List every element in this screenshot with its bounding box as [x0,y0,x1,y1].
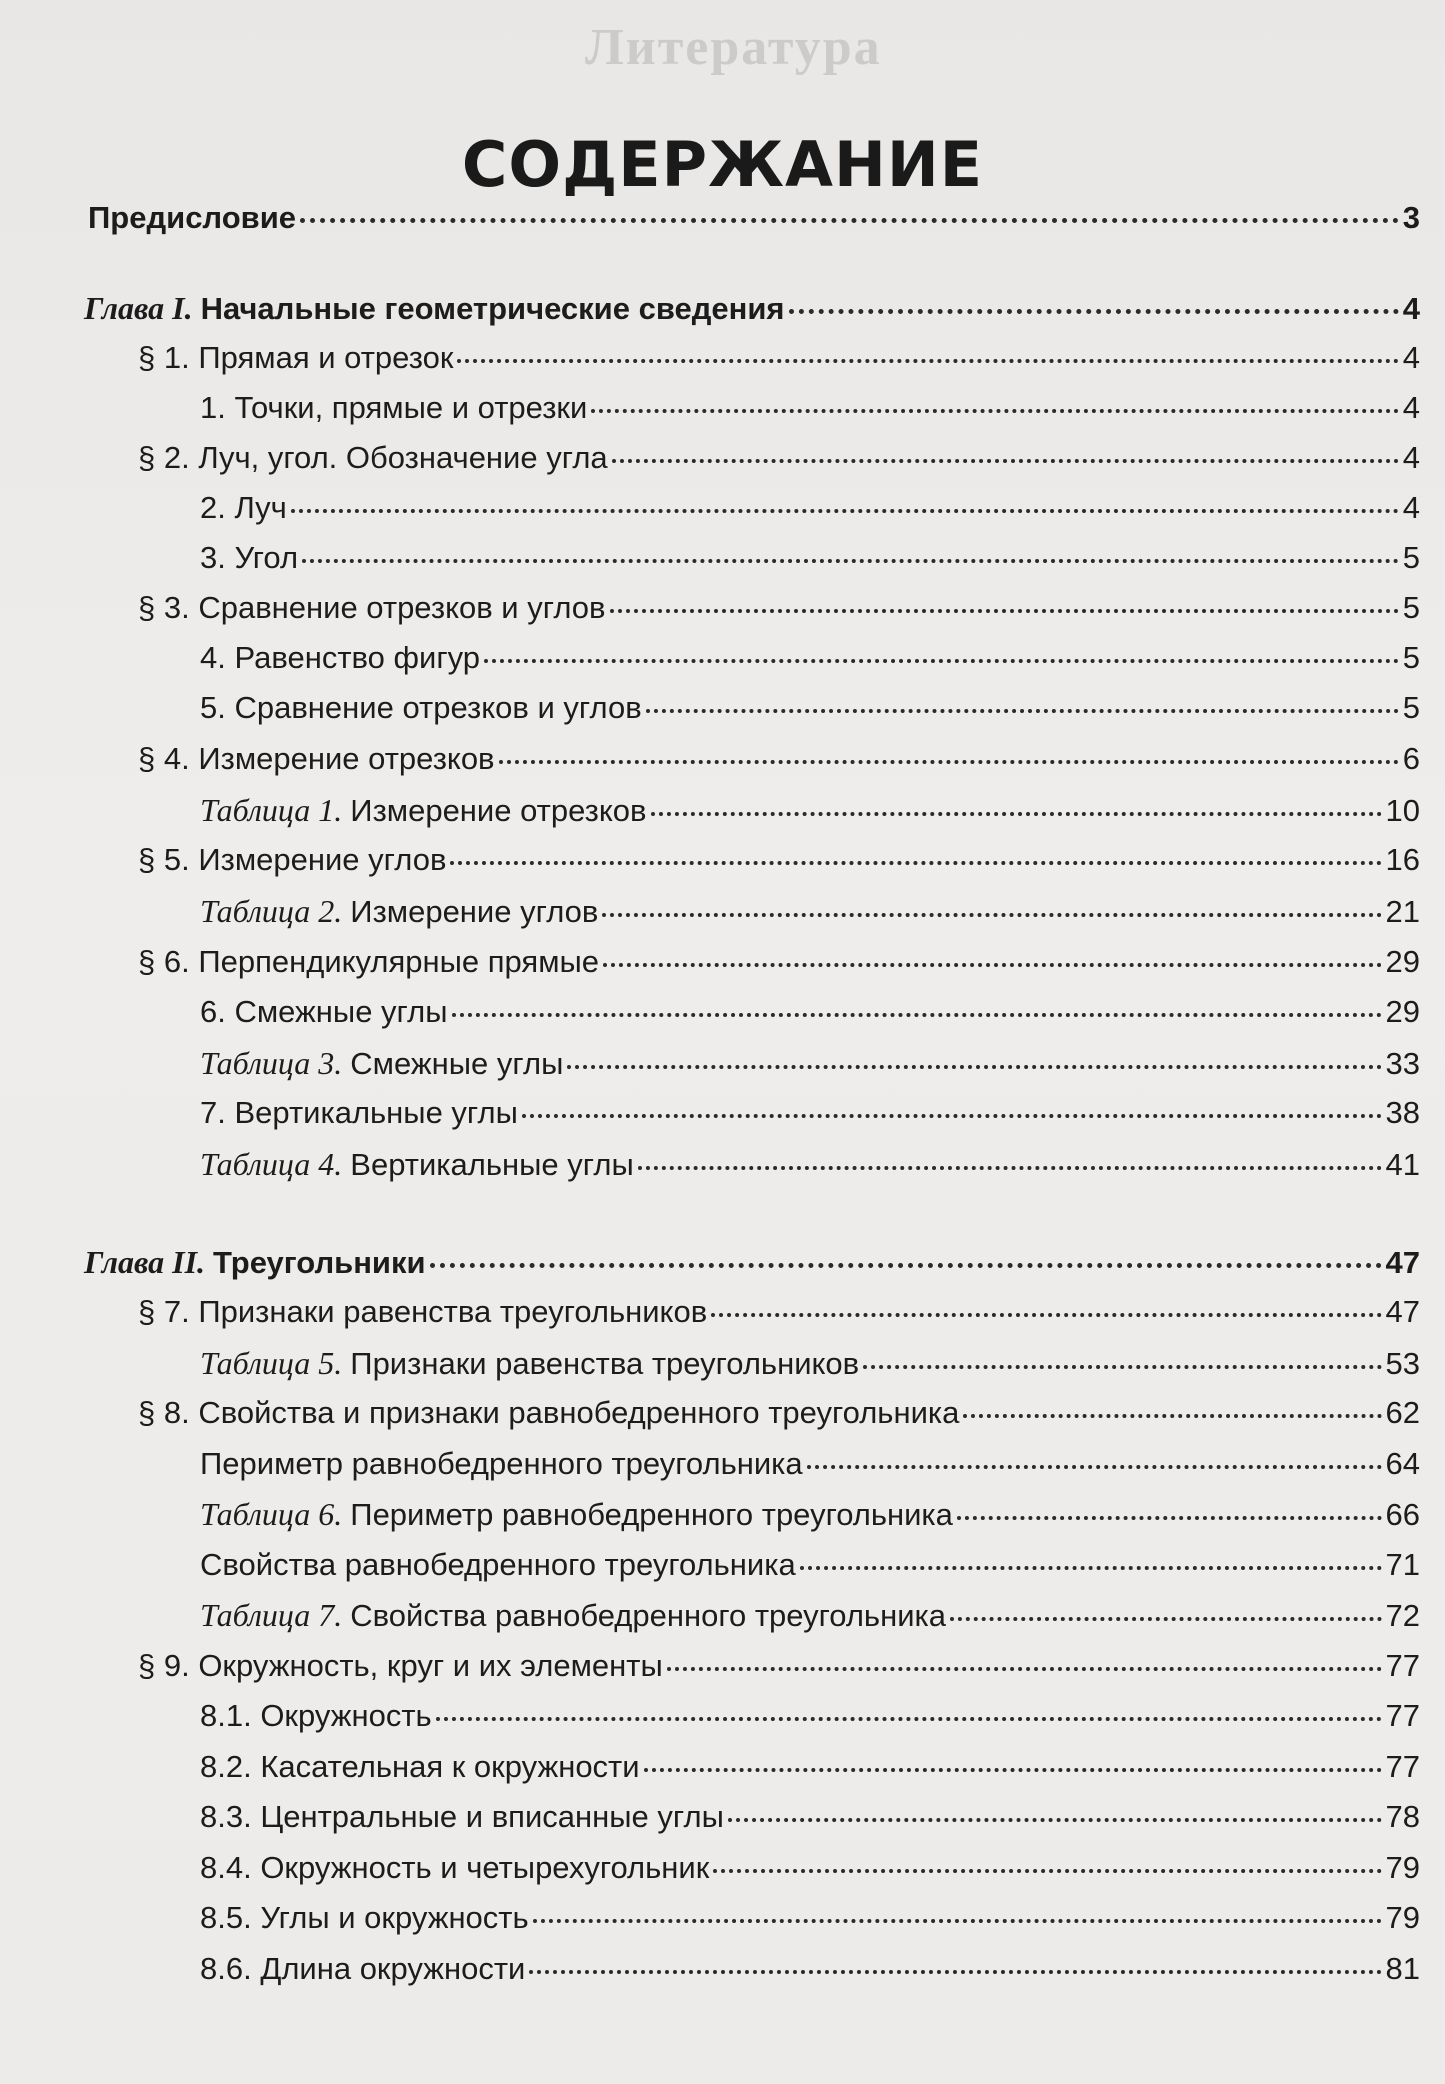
toc-entry-page-number: 64 [1385,1446,1420,1481]
toc-entry-page-number: 79 [1385,1900,1420,1935]
toc-entry-title: Признаки равенства треугольников [350,1346,860,1381]
toc-entry[interactable] [138,440,1420,484]
toc-entry[interactable] [138,1294,1420,1338]
dot-leader [950,1617,1382,1621]
toc-entry-title: 6. Смежные углы [200,994,448,1029]
toc-entry-title: § 7. Признаки равенства треугольников [138,1294,708,1329]
toc-entry-title: 1. Точки, прямые и отрезки [200,390,588,425]
toc-entry-title: Измерение углов [350,894,599,929]
toc-entry[interactable] [200,1095,1420,1139]
toc-entry-title: Периметр равнобедренного треугольника [350,1497,953,1532]
toc-entry-title: Свойства равнобедренного треугольника [350,1598,947,1633]
toc-entry-title: 8.6. Длина окружности [200,1951,526,1986]
dot-leader [484,659,1399,663]
toc-entry-title: § 1. Прямая и отрезок [138,340,454,375]
dot-leader [533,1919,1382,1923]
dot-leader [591,409,1398,413]
toc-entry[interactable] [88,200,1420,244]
dot-leader [789,309,1399,314]
dot-leader [644,1768,1382,1772]
dot-leader [452,1013,1382,1017]
toc-entry-page-number: 4 [1402,390,1420,425]
toc-entry-page-number: 53 [1385,1346,1420,1381]
dot-leader [667,1667,1382,1671]
toc-entry-title: 8.1. Окружность [200,1698,432,1733]
toc-entry[interactable] [138,741,1420,785]
toc-entry-page-number: 71 [1385,1547,1420,1582]
dot-leader [646,709,1399,713]
toc-entry[interactable] [200,640,1420,684]
dot-leader [529,1970,1381,1974]
dot-leader [863,1365,1381,1369]
toc-entry[interactable] [200,1749,1420,1793]
dot-leader [957,1516,1382,1520]
toc-entry[interactable] [200,1345,1420,1389]
toc-entry[interactable] [200,1799,1420,1843]
toc-entry-page-number: 62 [1385,1395,1420,1430]
dot-leader [610,609,1399,613]
toc-entry[interactable] [138,590,1420,634]
toc-entry-page-number: 4 [1402,291,1420,326]
toc-entry-page-number: 4 [1402,490,1420,525]
toc-entry-page-number: 78 [1385,1799,1420,1834]
toc-entry-prefix: Таблица 2. [200,893,351,929]
toc-entry[interactable] [200,1496,1420,1540]
toc-entry-page-number: 21 [1385,894,1420,929]
dot-leader [522,1114,1382,1118]
toc-entry-page-number: 5 [1402,590,1420,625]
dot-leader [963,1414,1381,1418]
toc-entry-title: 8.2. Касательная к окружности [200,1749,640,1784]
dot-leader [651,812,1382,816]
toc-entry-title: 8.5. Углы и окружность [200,1900,529,1935]
toc-entry-prefix: Таблица 1. [200,792,351,828]
toc-entry-title: 3. Угол [200,540,299,575]
toc-entry-page-number: 41 [1385,1147,1420,1182]
toc-entry-page-number: 5 [1402,640,1420,675]
toc-entry[interactable] [200,1951,1420,1995]
toc-entry-title: Периметр равнобедренного треугольника [200,1446,803,1481]
toc-entry-title: § 4. Измерение отрезков [138,741,495,776]
dot-leader [807,1465,1382,1469]
toc-entry-title: Смежные углы [350,1046,564,1081]
toc-entry-page-number: 4 [1402,440,1420,475]
toc-entry-title: § 2. Луч, угол. Обозначение угла [138,440,608,475]
toc-entry-page-number: 29 [1385,944,1420,979]
toc-entry[interactable] [200,1547,1420,1591]
toc-entry-page-number: 29 [1385,994,1420,1029]
toc-entry-page-number: 79 [1385,1850,1420,1885]
toc-entry-title: § 6. Перпендикулярные прямые [138,944,600,979]
toc-entry[interactable] [200,490,1420,534]
toc-entry[interactable] [138,1395,1420,1439]
toc-entry[interactable] [200,1698,1420,1742]
toc-entry-prefix: Таблица 3. [200,1045,351,1081]
toc-entry-title: § 3. Сравнение отрезков и углов [138,590,606,625]
toc-entry[interactable] [200,994,1420,1038]
toc-entry-title: 8.4. Окружность и четырехугольник [200,1850,710,1885]
toc-entry[interactable] [200,792,1420,836]
dot-leader [711,1313,1381,1317]
toc-entry-title: 2. Луч [200,490,287,525]
toc-entry[interactable] [138,842,1420,886]
toc-entry-page-number: 77 [1385,1749,1420,1784]
toc-entry-title: Измерение отрезков [350,793,647,828]
dot-leader [713,1869,1381,1873]
toc-entry-prefix: Таблица 5. [200,1345,351,1381]
toc-entry-title: Предисловие [88,200,297,235]
toc-entry-title: Треугольники [213,1245,426,1280]
toc-entry-title: § 8. Свойства и признаки равнобедренного треугольника [138,1395,960,1430]
bleed-through-heading: Литература [585,19,882,76]
toc-entry[interactable] [200,1597,1420,1641]
toc-entry[interactable] [200,690,1420,734]
toc-entry-page-number: 72 [1385,1598,1420,1633]
toc-entry-page-number: 5 [1402,540,1420,575]
toc-entry-prefix: Глава II. [84,1244,214,1280]
toc-entry-page-number: 47 [1385,1245,1420,1280]
toc-entry-page-number: 6 [1402,741,1420,776]
dot-leader [638,1166,1382,1170]
toc-entry-page-number: 38 [1385,1095,1420,1130]
toc-entry-title: Начальные геометрические сведения [200,291,785,326]
toc-entry-title: 4. Равенство фигур [200,640,481,675]
toc-entry[interactable] [84,1244,1420,1288]
toc-entry-page-number: 77 [1385,1648,1420,1683]
toc-entry-prefix: Таблица 6. [200,1496,351,1532]
toc-entry-page-number: 47 [1385,1294,1420,1329]
toc-entry-page-number: 4 [1402,340,1420,375]
toc-entry[interactable] [84,290,1420,334]
dot-leader [612,459,1399,463]
dot-leader [300,218,1399,223]
toc-entry-page-number: 5 [1402,690,1420,725]
toc-entry-title: § 5. Измерение углов [138,842,447,877]
toc-entry[interactable] [200,1900,1420,1944]
toc-entry[interactable] [200,1446,1420,1490]
toc-entry-page-number: 33 [1385,1046,1420,1081]
toc-entry-page-number: 81 [1385,1951,1420,1986]
toc-entry-page-number: 10 [1385,793,1420,828]
toc-entry[interactable] [200,1146,1420,1190]
toc-entry-title: Вертикальные углы [350,1147,634,1182]
toc-entry-title: 5. Сравнение отрезков и углов [200,690,642,725]
dot-leader [567,1065,1381,1069]
toc-entry-page-number: 77 [1385,1698,1420,1733]
dot-leader [603,963,1381,967]
dot-leader [457,359,1398,363]
toc-entry-prefix: Глава I. [84,290,201,326]
toc-entry-prefix: Таблица 7. [200,1597,351,1633]
dot-leader [499,760,1399,764]
toc-entry-title: § 9. Окружность, круг и их элементы [138,1648,663,1683]
toc-entry-page-number: 16 [1385,842,1420,877]
dot-leader [436,1717,1382,1721]
toc-entry[interactable] [200,390,1420,434]
dot-leader [602,913,1381,917]
toc-entry[interactable] [138,944,1420,988]
dot-leader [291,509,1399,513]
dot-leader [302,559,1399,563]
toc-entry[interactable] [138,1648,1420,1692]
toc-entry[interactable] [200,1045,1420,1089]
toc-entry-page-number: 66 [1385,1497,1420,1532]
dot-leader [800,1566,1382,1570]
toc-entry-title: 7. Вертикальные углы [200,1095,518,1130]
page-title: СОДЕРЖАНИЕ [461,128,984,201]
toc-entry[interactable] [200,893,1420,937]
toc-entry[interactable] [200,1850,1420,1894]
toc-entry-title: 8.3. Центральные и вписанные углы [200,1799,724,1834]
dot-leader [450,861,1381,865]
dot-leader [430,1263,1382,1268]
toc-entry-page-number: 3 [1402,200,1420,235]
dot-leader [728,1818,1382,1822]
toc-entry-title: Свойства равнобедренного треугольника [200,1547,796,1582]
toc-entry-prefix: Таблица 4. [200,1146,351,1182]
toc-entry[interactable] [138,340,1420,384]
toc-entry[interactable] [200,540,1420,584]
